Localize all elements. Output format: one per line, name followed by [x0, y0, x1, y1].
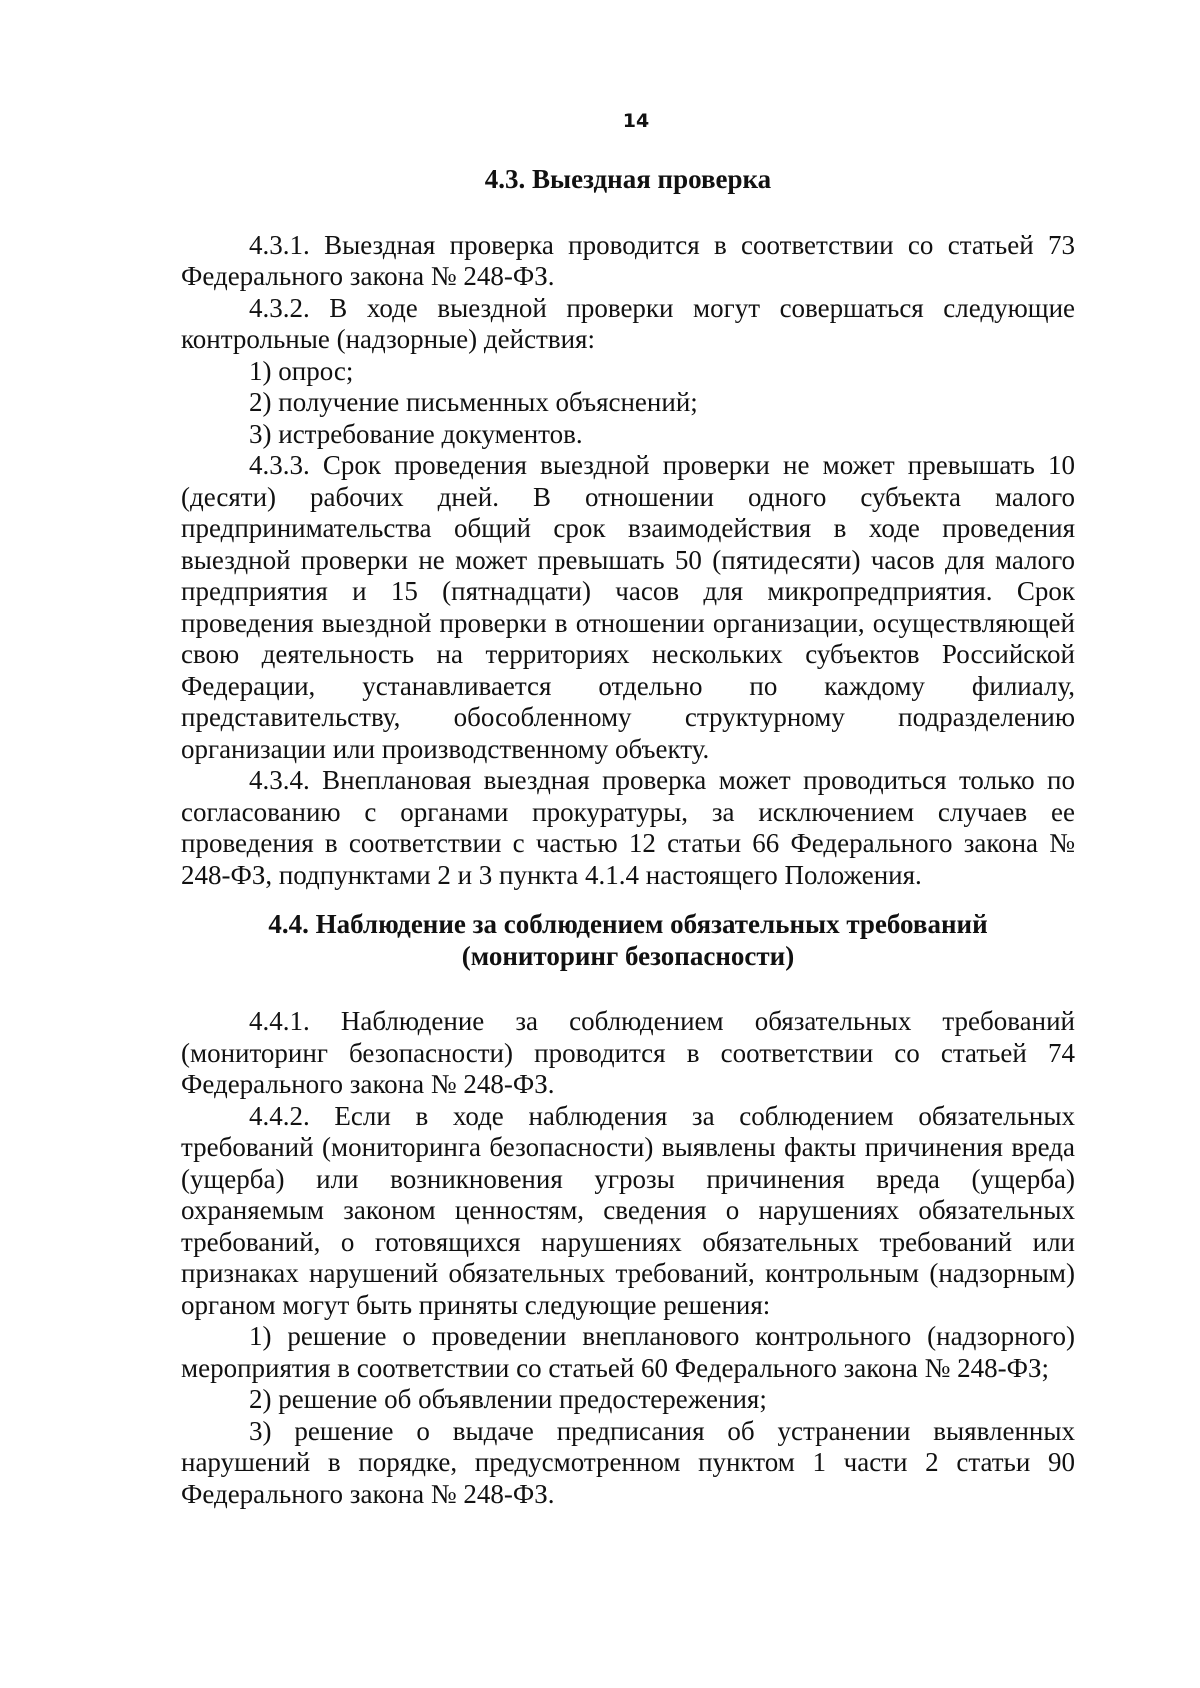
paragraph-4-3-1: 4.3.1. Выездная проверка проводится в соответствии со статьей 73 Федерального закона № 248-ФЗ.: [181, 229, 1075, 291]
list-item: 2) получение письменных объяснений;: [249, 387, 698, 417]
paragraph-4-3-4: 4.3.4. Внеплановая выездная проверка может проводиться только по согласованию с органами прокуратуры, за исключением случаев ее проведения в соответствии с частью 12 статьи 66 Федерального закона № 248-ФЗ, подпунктами 2 и 3 пункта 4.1.4 настоящего Положения.: [181, 765, 1075, 890]
paragraph-4-3-2: 4.3.2. В ходе выездной проверки могут совершаться следующие контрольные (надзорные) действия:: [181, 292, 1075, 354]
paragraph-4-4-2: 4.4.2. Если в ходе наблюдения за соблюдением обязательных требований (мониторинга безопасности) выявлены факты причинения вреда (ущерба) или возникновения угрозы причинения вреда (ущерба) охраняемым законом ценностям, сведения о нарушениях обязательных требований, о готовящихся нарушениях обязательных требований или признаках нарушений обязательных требований, контрольным (надзорным) органом могут быть приняты следующие решения:: [181, 1100, 1075, 1320]
section-heading: 4.3. Выездная проверка: [484, 164, 772, 194]
decision-item: 1) решение о проведении внепланового контрольного (надзорного) мероприятия в соответствии со статьей 60 Федерального закона № 248-ФЗ;: [181, 1321, 1075, 1383]
decision-item: 2) решение об объявлении предостережения;: [249, 1384, 767, 1414]
section-heading: 4.4. Наблюдение за соблюдением обязательных требований: [268, 909, 988, 939]
page-number: 14: [622, 110, 650, 132]
section-heading-line-2: (мониторинг безопасности): [461, 940, 795, 971]
list-item: 1) опрос;: [249, 355, 354, 386]
section-4-3: [181, 164, 1075, 891]
paragraph-4-4-1: 4.4.1. Наблюдение за соблюдением обязательных требований (мониторинг безопасности) проводится в соответствии со статьей 74 Федерального закона № 248-ФЗ.: [181, 1006, 1075, 1099]
list-item: 3) истребование документов.: [249, 418, 583, 449]
decision-item: 3) решение о выдаче предписания об устранении выявленных нарушений в порядке, предусмотренном пунктом 1 части 2 статьи 90 Федерального закона № 248-ФЗ.: [181, 1415, 1075, 1509]
section-4-4: [181, 909, 1075, 1510]
paragraph-4-3-3: 4.3.3. Срок проведения выездной проверки не может превышать 10 (десяти) рабочих дней. В отношении одного субъекта малого предпринимательства общий срок взаимодействия в ходе проведения выездной проверки не может превышать 50 (пятидесяти) часов для малого предприятия и 15 (пятнадцати) часов для микропредприятия. Срок проведения выездной проверки в отношении организации, осуществляющей свою деятельность на территориях нескольких субъектов Российской Федерации, устанавливается отдельно по каждому филиалу, представительству, обособленному структурному подразделению организации или производственному объекту.: [181, 450, 1075, 764]
